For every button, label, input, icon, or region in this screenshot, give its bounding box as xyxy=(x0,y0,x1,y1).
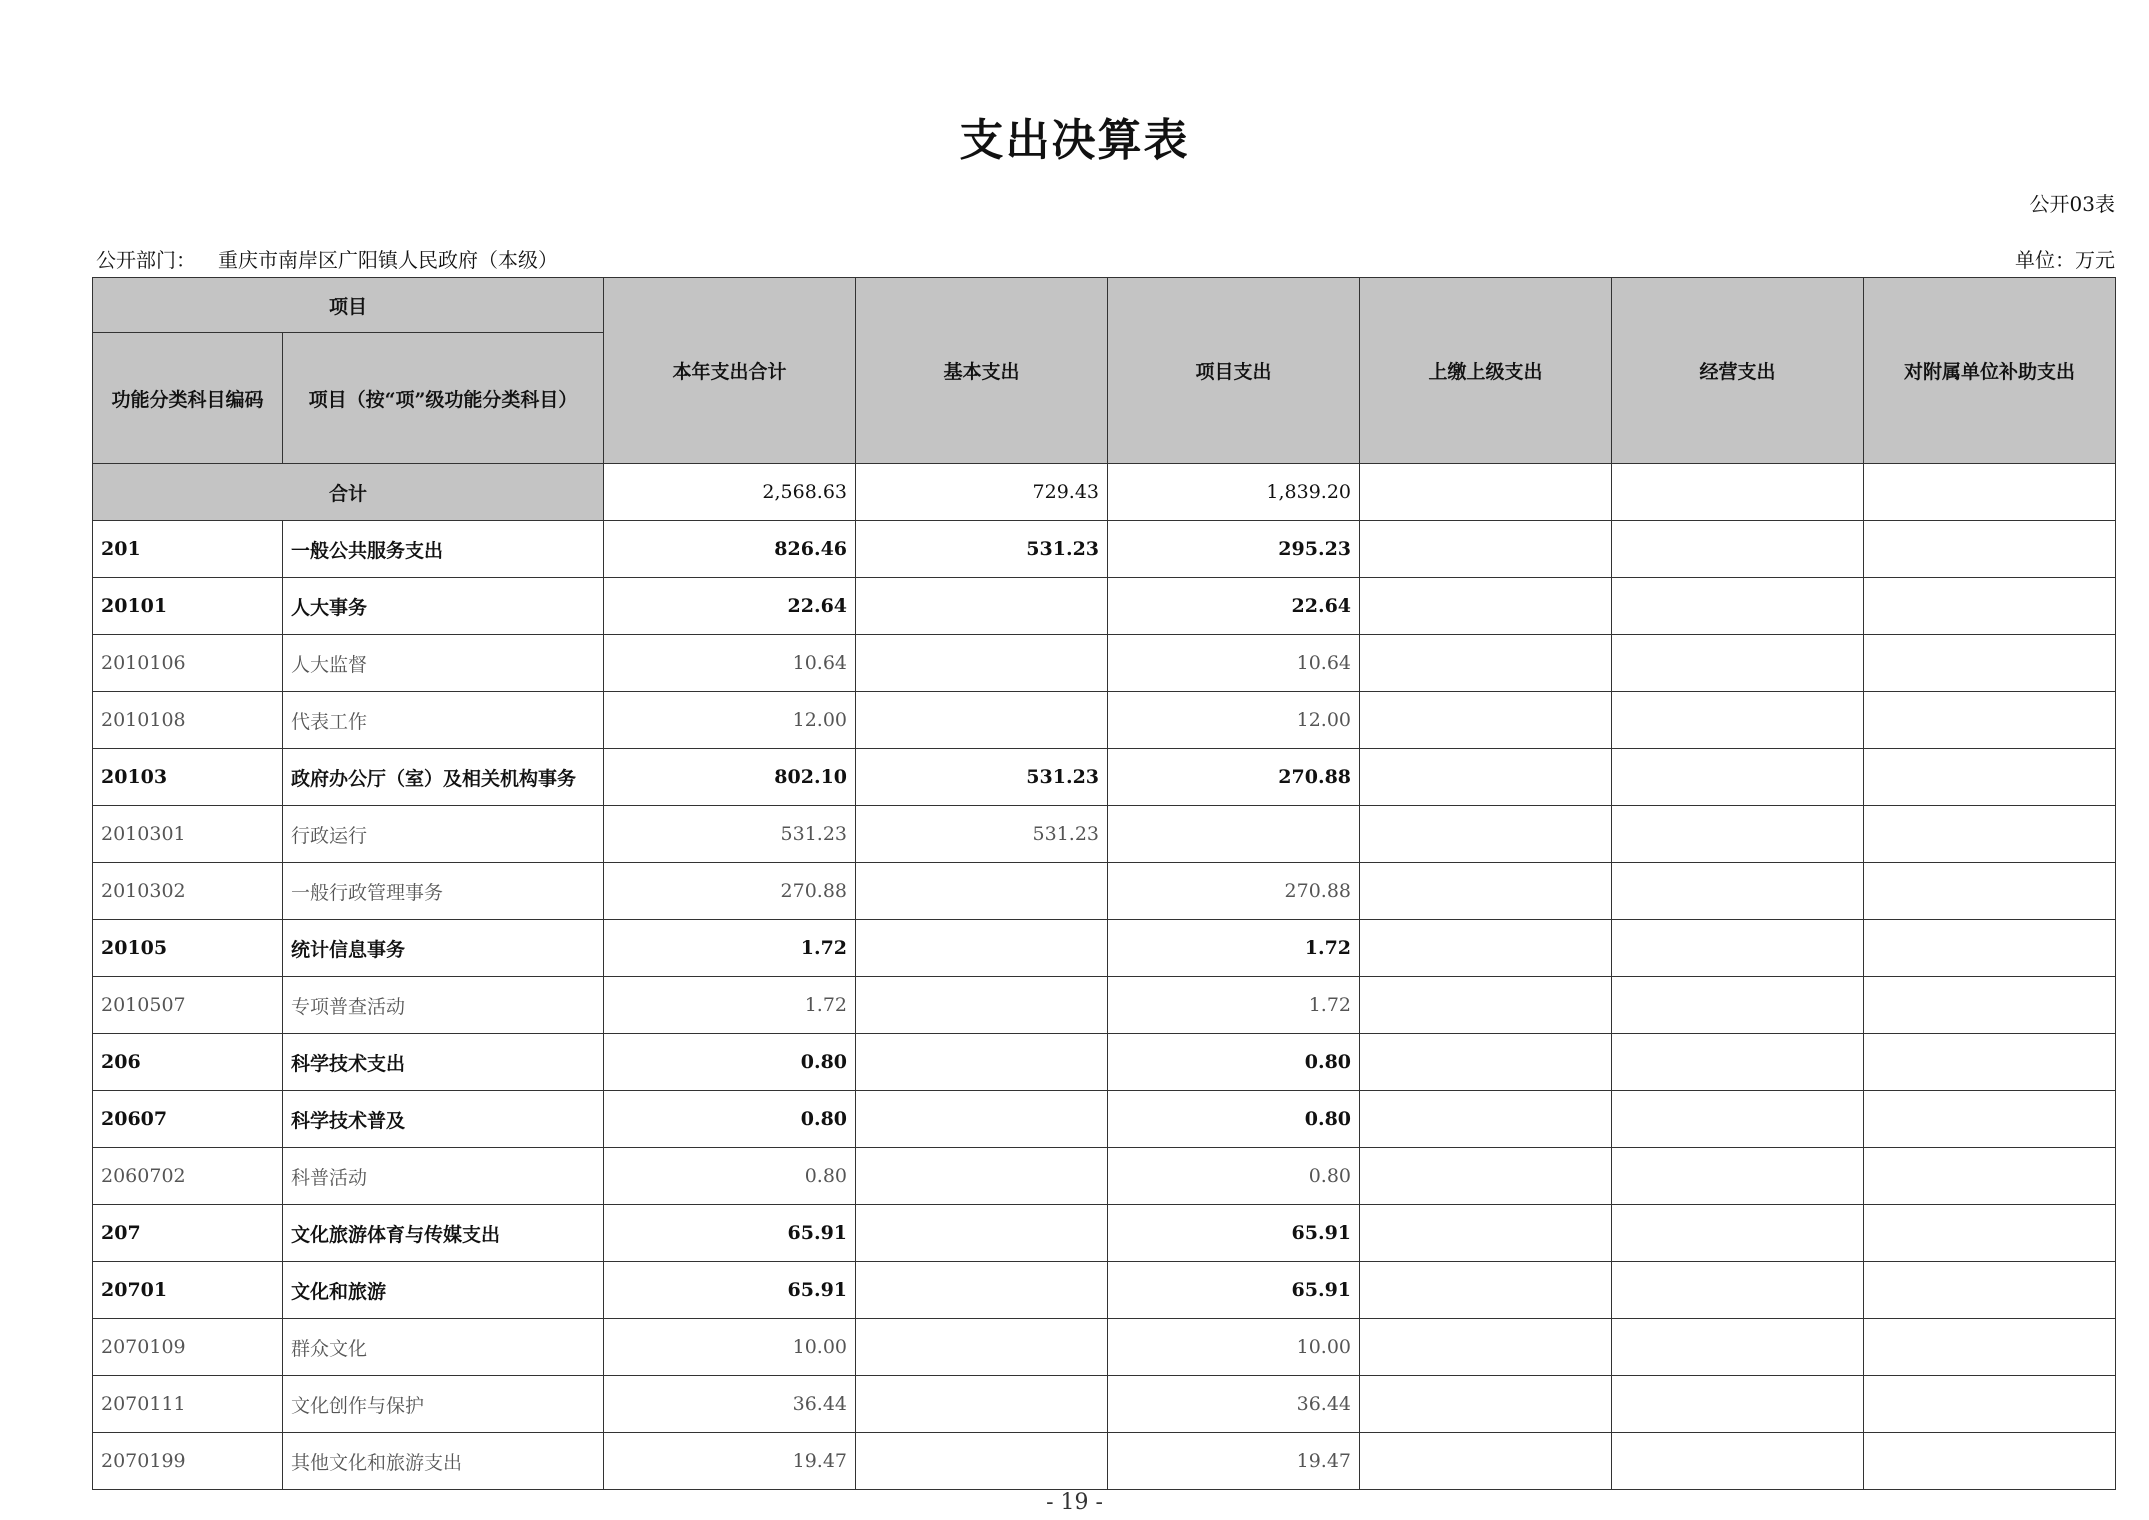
table-row xyxy=(93,635,2116,692)
cell-basic xyxy=(856,1376,1108,1433)
cell-project: 65.91 xyxy=(1108,1205,1360,1262)
cell-name: 科学技术普及 xyxy=(283,1091,604,1148)
cell-total: 0.80 xyxy=(604,1034,856,1091)
cell-code: 2010507 xyxy=(93,977,283,1034)
cell-basic: 531.23 xyxy=(856,521,1108,578)
cell-code: 201 xyxy=(93,521,283,578)
cell-project: 19.47 xyxy=(1108,1433,1360,1490)
department-label: 公开部门： xyxy=(96,248,196,272)
table-row xyxy=(93,1034,2116,1091)
cell-basic xyxy=(856,1148,1108,1205)
cell-name: 一般公共服务支出 xyxy=(283,521,604,578)
cell-name: 科普活动 xyxy=(283,1148,604,1205)
cell-remit xyxy=(1360,806,1612,863)
cell-subsidy xyxy=(1864,1433,2116,1490)
cell-total: 12.00 xyxy=(604,692,856,749)
table-row xyxy=(93,920,2116,977)
cell-basic xyxy=(856,977,1108,1034)
cell-total: 65.91 xyxy=(604,1205,856,1262)
cell-name: 文化旅游体育与传媒支出 xyxy=(283,1205,604,1262)
header-name: 项目（按“项”级功能分类科目） xyxy=(283,333,604,464)
cell-name: 一般行政管理事务 xyxy=(283,863,604,920)
cell-remit xyxy=(1360,1091,1612,1148)
cell-total: 826.46 xyxy=(604,521,856,578)
cell-code: 2070111 xyxy=(93,1376,283,1433)
cell-code: 20103 xyxy=(93,749,283,806)
total-remit xyxy=(1360,464,1612,521)
cell-total: 36.44 xyxy=(604,1376,856,1433)
cell-code: 20607 xyxy=(93,1091,283,1148)
cell-remit xyxy=(1360,692,1612,749)
header-subsidy: 对附属单位补助支出 xyxy=(1864,278,2116,464)
cell-code: 2070199 xyxy=(93,1433,283,1490)
total-row xyxy=(93,464,2116,521)
cell-total: 270.88 xyxy=(604,863,856,920)
cell-basic xyxy=(856,692,1108,749)
cell-business xyxy=(1612,1262,1864,1319)
cell-code: 2010302 xyxy=(93,863,283,920)
table-row xyxy=(93,1376,2116,1433)
cell-remit xyxy=(1360,863,1612,920)
cell-total: 22.64 xyxy=(604,578,856,635)
header-code: 功能分类科目编码 xyxy=(93,333,283,464)
cell-project: 270.88 xyxy=(1108,749,1360,806)
header-project-expenditure: 项目支出 xyxy=(1108,278,1360,464)
cell-name: 人大监督 xyxy=(283,635,604,692)
cell-name: 其他文化和旅游支出 xyxy=(283,1433,604,1490)
total-business xyxy=(1612,464,1864,521)
cell-name: 统计信息事务 xyxy=(283,920,604,977)
cell-business xyxy=(1612,749,1864,806)
cell-name: 代表工作 xyxy=(283,692,604,749)
cell-remit xyxy=(1360,1205,1612,1262)
cell-subsidy xyxy=(1864,635,2116,692)
header-total: 本年支出合计 xyxy=(604,278,856,464)
cell-total: 802.10 xyxy=(604,749,856,806)
cell-project: 270.88 xyxy=(1108,863,1360,920)
cell-basic xyxy=(856,1205,1108,1262)
cell-subsidy xyxy=(1864,692,2116,749)
cell-project: 10.64 xyxy=(1108,635,1360,692)
cell-code: 20101 xyxy=(93,578,283,635)
cell-remit xyxy=(1360,1433,1612,1490)
cell-business xyxy=(1612,1148,1864,1205)
total-basic: 729.43 xyxy=(856,464,1108,521)
cell-remit xyxy=(1360,749,1612,806)
cell-project: 12.00 xyxy=(1108,692,1360,749)
table-row xyxy=(93,1091,2116,1148)
cell-remit xyxy=(1360,635,1612,692)
cell-business xyxy=(1612,977,1864,1034)
cell-subsidy xyxy=(1864,920,2116,977)
header-remit-superior: 上缴上级支出 xyxy=(1360,278,1612,464)
cell-subsidy xyxy=(1864,1319,2116,1376)
cell-project: 0.80 xyxy=(1108,1034,1360,1091)
cell-project: 295.23 xyxy=(1108,521,1360,578)
cell-remit xyxy=(1360,578,1612,635)
cell-basic xyxy=(856,1262,1108,1319)
cell-remit xyxy=(1360,1148,1612,1205)
total-subsidy xyxy=(1864,464,2116,521)
cell-remit xyxy=(1360,1262,1612,1319)
table-row xyxy=(93,977,2116,1034)
header-business: 经营支出 xyxy=(1612,278,1864,464)
page-title: 支出决算表 xyxy=(959,115,1190,166)
department-line xyxy=(96,244,558,273)
header-project: 项目 xyxy=(93,278,604,333)
table-row xyxy=(93,1205,2116,1262)
cell-business xyxy=(1612,1091,1864,1148)
cell-basic xyxy=(856,635,1108,692)
cell-basic xyxy=(856,1319,1108,1376)
total-project: 1,839.20 xyxy=(1108,464,1360,521)
cell-subsidy xyxy=(1864,1034,2116,1091)
cell-total: 19.47 xyxy=(604,1433,856,1490)
cell-basic xyxy=(856,920,1108,977)
cell-project: 36.44 xyxy=(1108,1376,1360,1433)
table-row xyxy=(93,749,2116,806)
cell-code: 206 xyxy=(93,1034,283,1091)
cell-name: 政府办公厅（室）及相关机构事务 xyxy=(283,749,604,806)
cell-basic xyxy=(856,1091,1108,1148)
cell-project: 65.91 xyxy=(1108,1262,1360,1319)
cell-name: 文化和旅游 xyxy=(283,1262,604,1319)
total-label: 合计 xyxy=(93,464,604,521)
cell-subsidy xyxy=(1864,1091,2116,1148)
cell-subsidy xyxy=(1864,1148,2116,1205)
cell-code: 207 xyxy=(93,1205,283,1262)
cell-subsidy xyxy=(1864,1376,2116,1433)
cell-code: 2010301 xyxy=(93,806,283,863)
cell-total: 1.72 xyxy=(604,920,856,977)
cell-remit xyxy=(1360,1319,1612,1376)
table-row xyxy=(93,1319,2116,1376)
cell-basic: 531.23 xyxy=(856,749,1108,806)
table-row xyxy=(93,806,2116,863)
cell-business xyxy=(1612,635,1864,692)
cell-code: 20105 xyxy=(93,920,283,977)
cell-name: 群众文化 xyxy=(283,1319,604,1376)
department-name: 重庆市南岸区广阳镇人民政府（本级） xyxy=(218,248,558,272)
cell-basic xyxy=(856,863,1108,920)
cell-name: 专项普查活动 xyxy=(283,977,604,1034)
cell-subsidy xyxy=(1864,749,2116,806)
total-sum: 2,568.63 xyxy=(604,464,856,521)
cell-total: 65.91 xyxy=(604,1262,856,1319)
cell-total: 1.72 xyxy=(604,977,856,1034)
cell-project: 22.64 xyxy=(1108,578,1360,635)
cell-basic xyxy=(856,1034,1108,1091)
cell-business xyxy=(1612,1319,1864,1376)
cell-business xyxy=(1612,1376,1864,1433)
cell-code: 2010108 xyxy=(93,692,283,749)
cell-business xyxy=(1612,806,1864,863)
cell-basic xyxy=(856,1433,1108,1490)
page-number: - 19 - xyxy=(1046,1490,1103,1515)
cell-code: 2070109 xyxy=(93,1319,283,1376)
table-row xyxy=(93,1433,2116,1490)
cell-total: 0.80 xyxy=(604,1148,856,1205)
cell-remit xyxy=(1360,521,1612,578)
cell-subsidy xyxy=(1864,578,2116,635)
cell-project: 10.00 xyxy=(1108,1319,1360,1376)
cell-basic: 531.23 xyxy=(856,806,1108,863)
cell-name: 文化创作与保护 xyxy=(283,1376,604,1433)
cell-subsidy xyxy=(1864,863,2116,920)
table-row xyxy=(93,1262,2116,1319)
cell-business xyxy=(1612,521,1864,578)
cell-total: 0.80 xyxy=(604,1091,856,1148)
cell-total: 10.00 xyxy=(604,1319,856,1376)
table-row xyxy=(93,578,2116,635)
cell-subsidy xyxy=(1864,1205,2116,1262)
cell-remit xyxy=(1360,920,1612,977)
table-row xyxy=(93,692,2116,749)
cell-business xyxy=(1612,920,1864,977)
cell-total: 531.23 xyxy=(604,806,856,863)
cell-business xyxy=(1612,1433,1864,1490)
unit-label: 单位：万元 xyxy=(2015,248,2115,272)
cell-business xyxy=(1612,1205,1864,1262)
cell-remit xyxy=(1360,1376,1612,1433)
cell-project xyxy=(1108,806,1360,863)
cell-name: 人大事务 xyxy=(283,578,604,635)
cell-project: 0.80 xyxy=(1108,1148,1360,1205)
cell-name: 行政运行 xyxy=(283,806,604,863)
cell-business xyxy=(1612,578,1864,635)
cell-project: 1.72 xyxy=(1108,977,1360,1034)
cell-total: 10.64 xyxy=(604,635,856,692)
expenditure-table xyxy=(92,277,2116,1490)
cell-business xyxy=(1612,692,1864,749)
cell-business xyxy=(1612,863,1864,920)
cell-business xyxy=(1612,1034,1864,1091)
table-row xyxy=(93,1148,2116,1205)
cell-subsidy xyxy=(1864,977,2116,1034)
cell-subsidy xyxy=(1864,1262,2116,1319)
form-number: 公开03表 xyxy=(2029,192,2115,216)
cell-subsidy xyxy=(1864,806,2116,863)
cell-project: 0.80 xyxy=(1108,1091,1360,1148)
cell-remit xyxy=(1360,1034,1612,1091)
cell-remit xyxy=(1360,977,1612,1034)
cell-code: 20701 xyxy=(93,1262,283,1319)
table-row xyxy=(93,863,2116,920)
cell-subsidy xyxy=(1864,521,2116,578)
header-basic: 基本支出 xyxy=(856,278,1108,464)
table-row xyxy=(93,521,2116,578)
cell-project: 1.72 xyxy=(1108,920,1360,977)
cell-name: 科学技术支出 xyxy=(283,1034,604,1091)
cell-code: 2060702 xyxy=(93,1148,283,1205)
cell-code: 2010106 xyxy=(93,635,283,692)
cell-basic xyxy=(856,578,1108,635)
